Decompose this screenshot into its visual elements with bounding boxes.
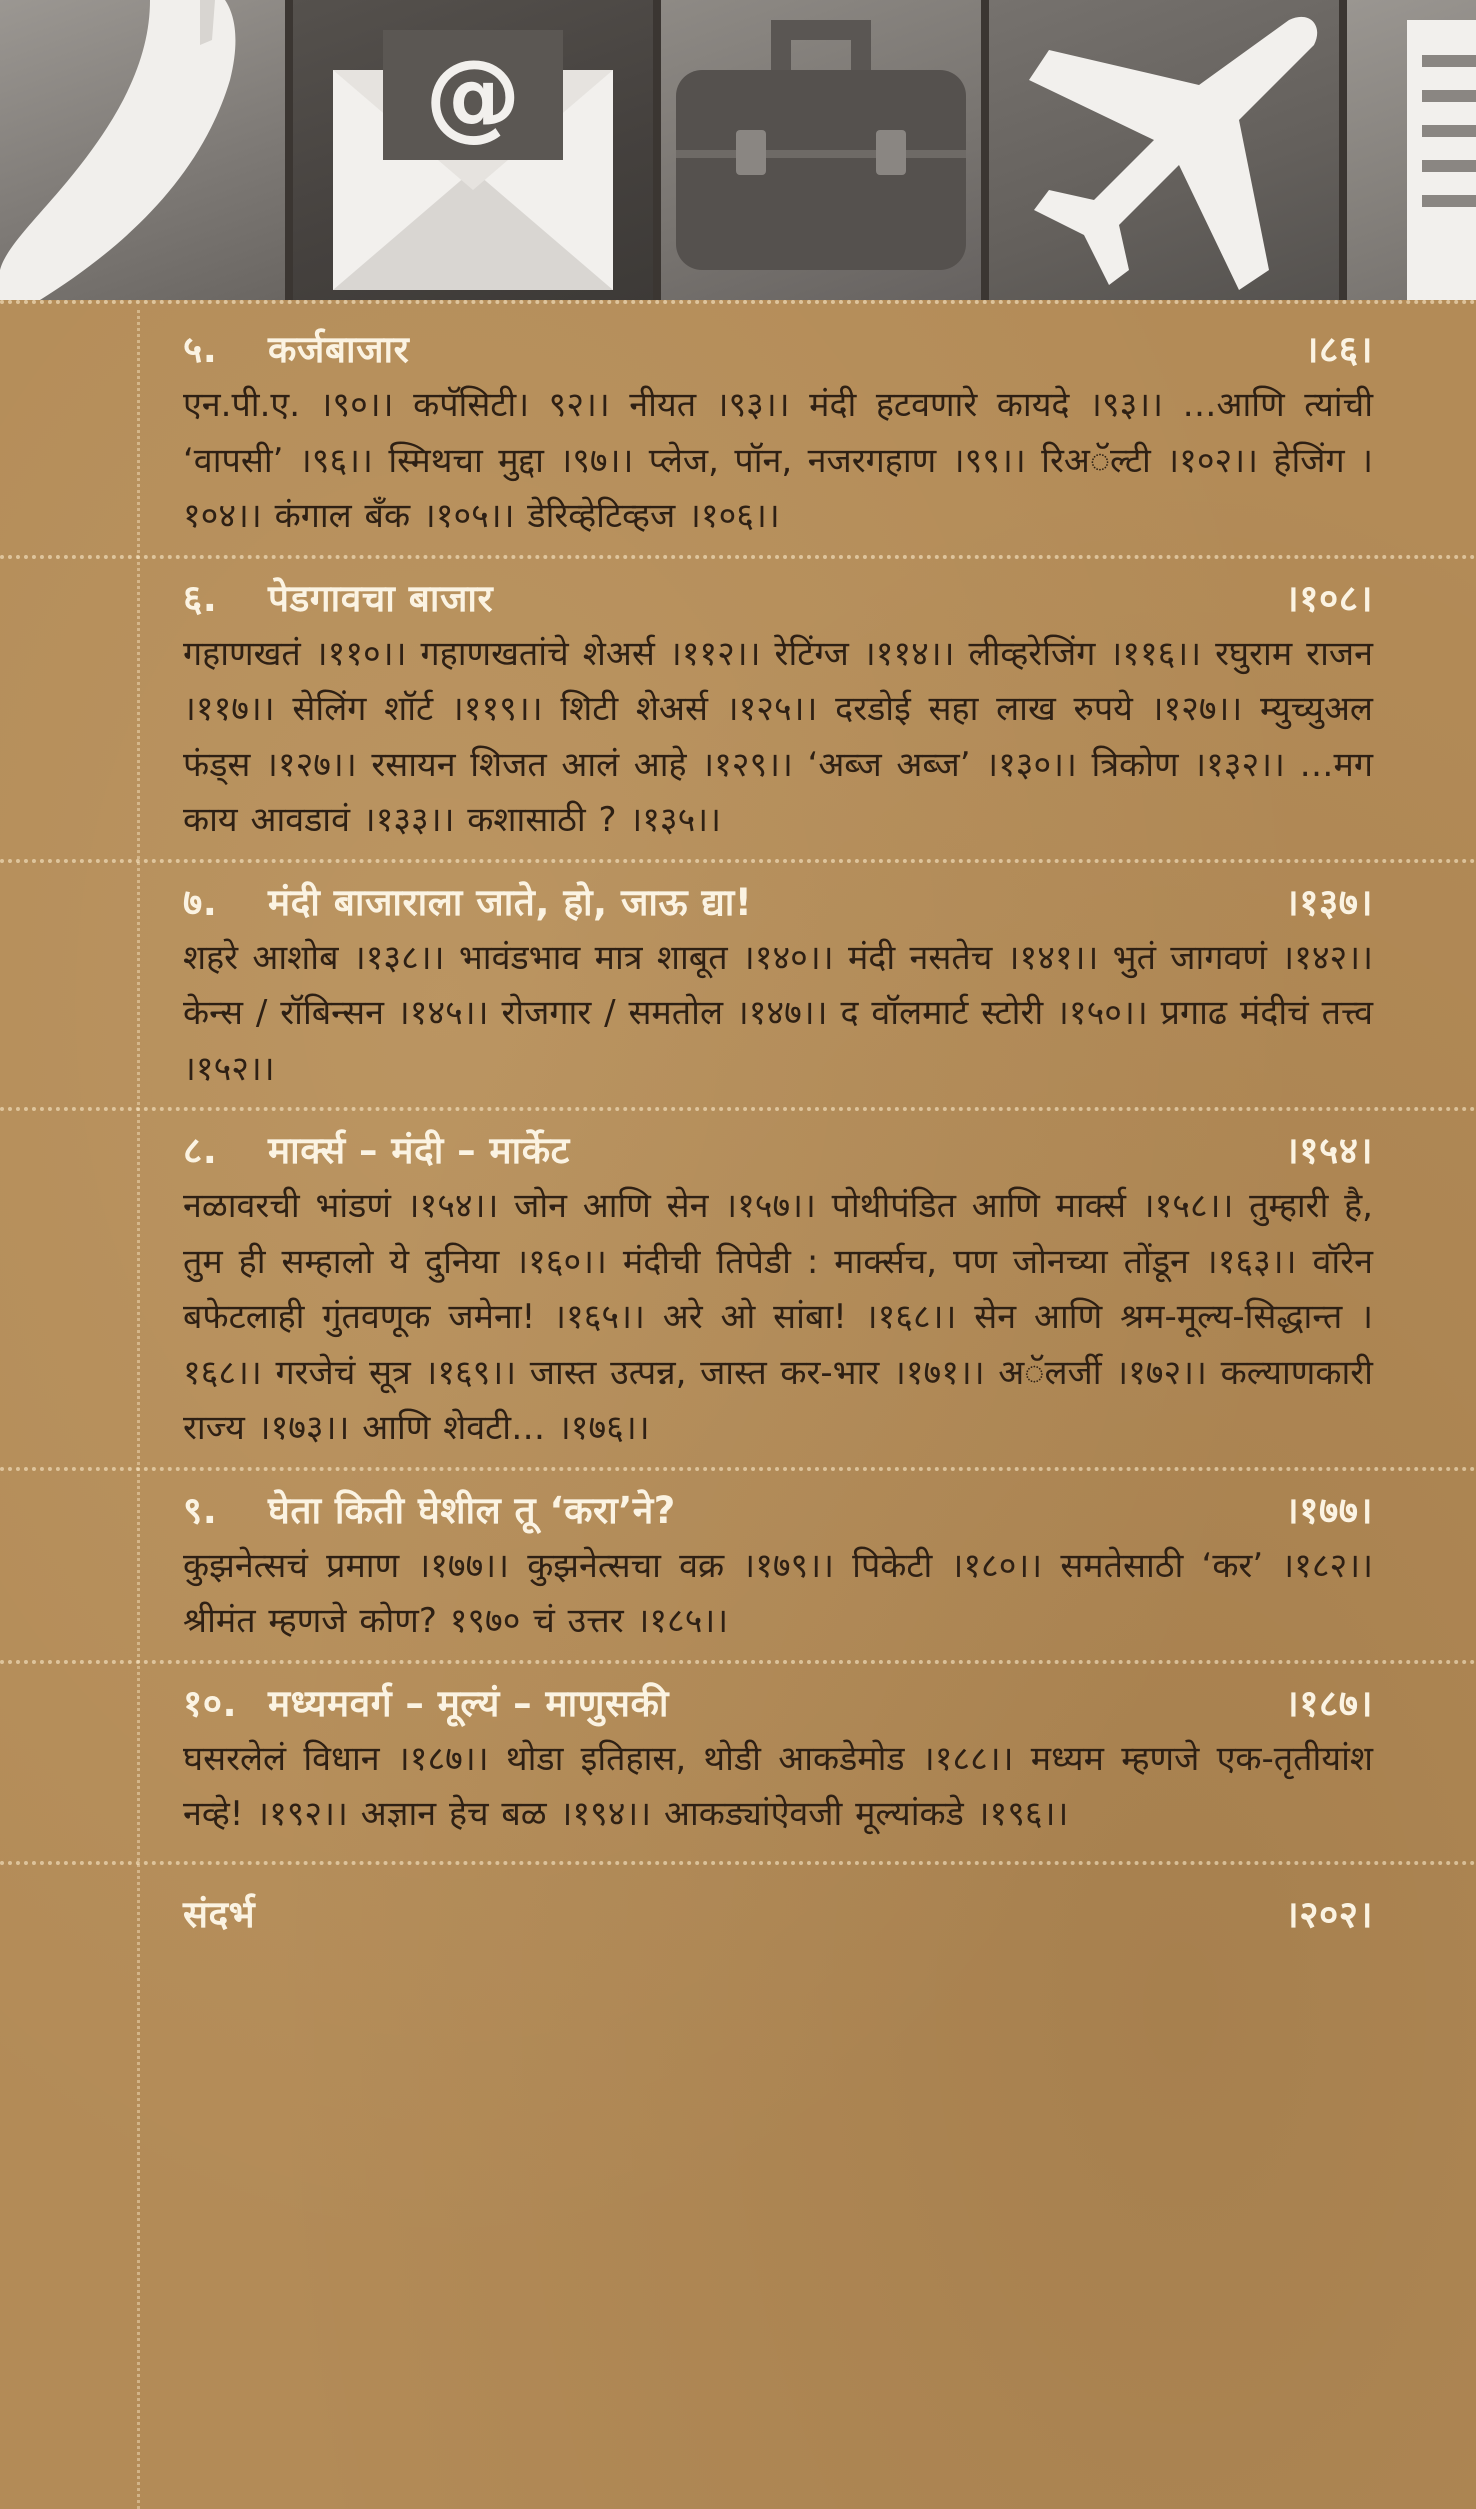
toc-heading xyxy=(183,1676,1373,1732)
section-divider xyxy=(0,1660,1476,1664)
chapter-subtopics: शहरे आशोब ।१३८।। भावंडभाव मात्र शाबूत ।१४०।। मंदी नसतेच ।१४१।। भुतं जागवणं ।१४२।। केन्स / रॉबिन्सन ।१४५।। रोजगार / समतोल ।१४७।। द वॉलमार्ट स्टोरी ।१५०।। प्रगाढ मंदीचं तत्त्व ।१५२।। xyxy=(183,937,1373,1089)
chapter-title: कर्जबाजार xyxy=(268,328,410,371)
chapter-number: ७. xyxy=(183,880,218,924)
chapter-page: ।८६। xyxy=(1304,328,1373,371)
chapter-title: पेडगावचा बाजार xyxy=(268,576,494,620)
chapter-number: ६. xyxy=(183,576,218,620)
references-title: संदर्भ xyxy=(183,1892,256,1936)
email-envelope-tile xyxy=(293,0,653,300)
chapter-number: ८. xyxy=(183,1129,218,1172)
chapter-subtopics: नळावरची भांडणं ।१५४।। जोन आणि सेन ।१५७।। पोथीपंडित आणि मार्क्स ।१५८।। तुम्हारी है, तुम ही सम्हालो ये दुनिया ।१६०।। मंदीची तिपेडी : मार्क्सच, पण जोनच्या तोंडून ।१६३।। वॉरेन बफेटलाही गुंतवणूक जमेना! ।१६५।। अरे ओ सांबा! ।१६८।। सेन आणि श्रम-मूल्य-सिद्धान्त ।१६८।। गरजेचं सूत्र ।१६९।। जास्त उत्पन्न, जास्त कर-भार ।१७१।। अॅलर्जी ।१७२।। कल्याणकारी राज्य ।१७३।। आणि शेवटी… ।१७६।। xyxy=(183,1186,1373,1448)
toc-section-10 xyxy=(183,1676,1373,1843)
section-divider xyxy=(0,555,1476,559)
toc-heading xyxy=(183,322,1373,378)
chili-pepper-icon xyxy=(0,0,285,300)
chapter-page: ।१३७। xyxy=(1284,880,1373,924)
email-envelope-icon xyxy=(293,0,653,300)
vertical-dotted-guide xyxy=(137,310,140,2509)
chapter-page: ।१८७। xyxy=(1284,1681,1373,1725)
envelope-at-symbol: @ xyxy=(425,39,521,151)
toc-heading xyxy=(183,1483,1373,1539)
section-divider xyxy=(0,1467,1476,1471)
airplane-tile xyxy=(989,0,1339,300)
toc-section-7 xyxy=(183,875,1373,1098)
chapter-subtopics: घसरलेलं विधान ।१८७।। थोडा इतिहास, थोडी आकडेमोड ।१८८।। मध्यम म्हणजे एक-तृतीयांश नव्हे! ।१९२।। अज्ञान हेच बळ ।१९४।। आकड्यांऐवजी मूल्यांकडे ।१९६।। xyxy=(183,1738,1373,1834)
toc-heading xyxy=(183,1123,1373,1179)
chapter-subtopics: एन.पी.ए. ।९०।। कपॅसिटी। ९२।। नीयत ।९३।। मंदी हटवणारे कायदे ।९३।। …आणि त्यांची ‘वापसी’ ।९६।। स्मिथचा मुद्दा ।९७।। प्लेज, पॉन, नजरगहाण ।९९।। रिअॅल्टी ।१०२।। हेजिंग ।१०४।। कंगाल बँक ।१०५।। डेरिव्हेटिव्हज ।१०६।। xyxy=(183,385,1373,536)
chili-pepper-tile xyxy=(0,0,285,300)
chapter-subtopics: कुझनेत्सचं प्रमाण ।१७७।। कुझनेत्सचा वक्र ।१७९।। पिकेटी ।१८०।। समतेसाठी ‘कर’ ।१८२।। श्रीमंत म्हणजे कोण? १९७० चं उत्तर ।१८५।। xyxy=(183,1545,1373,1641)
airplane-icon xyxy=(989,0,1339,300)
section-divider xyxy=(0,1861,1476,1865)
chapter-number: १०. xyxy=(183,1681,238,1725)
references-page: ।२०२। xyxy=(1284,1892,1373,1936)
section-divider xyxy=(0,859,1476,863)
toc-heading xyxy=(183,875,1373,931)
header-icon-strip xyxy=(0,0,1476,300)
briefcase-tile xyxy=(661,0,981,300)
document-tile xyxy=(1347,0,1476,300)
toc-heading xyxy=(183,1887,1373,1943)
section-divider xyxy=(0,1107,1476,1111)
chapter-page: ।१७७। xyxy=(1284,1488,1373,1532)
chapter-title: मध्यमवर्ग – मूल्यं – माणुसकी xyxy=(268,1681,670,1725)
briefcase-icon xyxy=(661,0,981,300)
toc-heading xyxy=(183,571,1373,627)
toc-section-6 xyxy=(183,571,1373,849)
header-dotted-divider xyxy=(0,300,1476,314)
chapter-title: मार्क्स – मंदी – मार्केट xyxy=(268,1129,570,1172)
chapter-page: ।१०८। xyxy=(1284,576,1373,620)
chapter-title: घेता किती घेशील तू ‘करा’ने? xyxy=(268,1488,676,1532)
table-of-contents xyxy=(183,322,1373,1943)
chapter-title: मंदी बाजाराला जाते, हो, जाऊ द्या! xyxy=(268,880,753,924)
chapter-page: ।१५४। xyxy=(1284,1129,1373,1172)
toc-section-9 xyxy=(183,1483,1373,1650)
toc-section-5 xyxy=(183,322,1373,545)
chapter-number: ९. xyxy=(183,1488,218,1532)
chapter-number: ५. xyxy=(183,328,218,371)
toc-section-8 xyxy=(183,1123,1373,1457)
chapter-subtopics: गहाणखतं ।११०।। गहाणखतांचे शेअर्स ।११२।। रेटिंग्ज ।११४।। लीव्हरेजिंग ।११६।। रघुराम राजन ।११७।। सेलिंग शॉर्ट ।११९।। शिटी शेअर्स ।१२५।। दरडोई सहा लाख रुपये ।१२७।। म्युच्युअल फंड्स ।१२७।। रसायन शिजत आलं आहे ।१२९।। ‘अब्ज अब्ज’ ।१३०।। त्रिकोण ।१३२।। …मग काय आवडावं ।१३३।। कशासाठी ? ।१३५।। xyxy=(183,633,1373,840)
toc-references xyxy=(183,1887,1373,1943)
document-icon xyxy=(1347,0,1476,300)
